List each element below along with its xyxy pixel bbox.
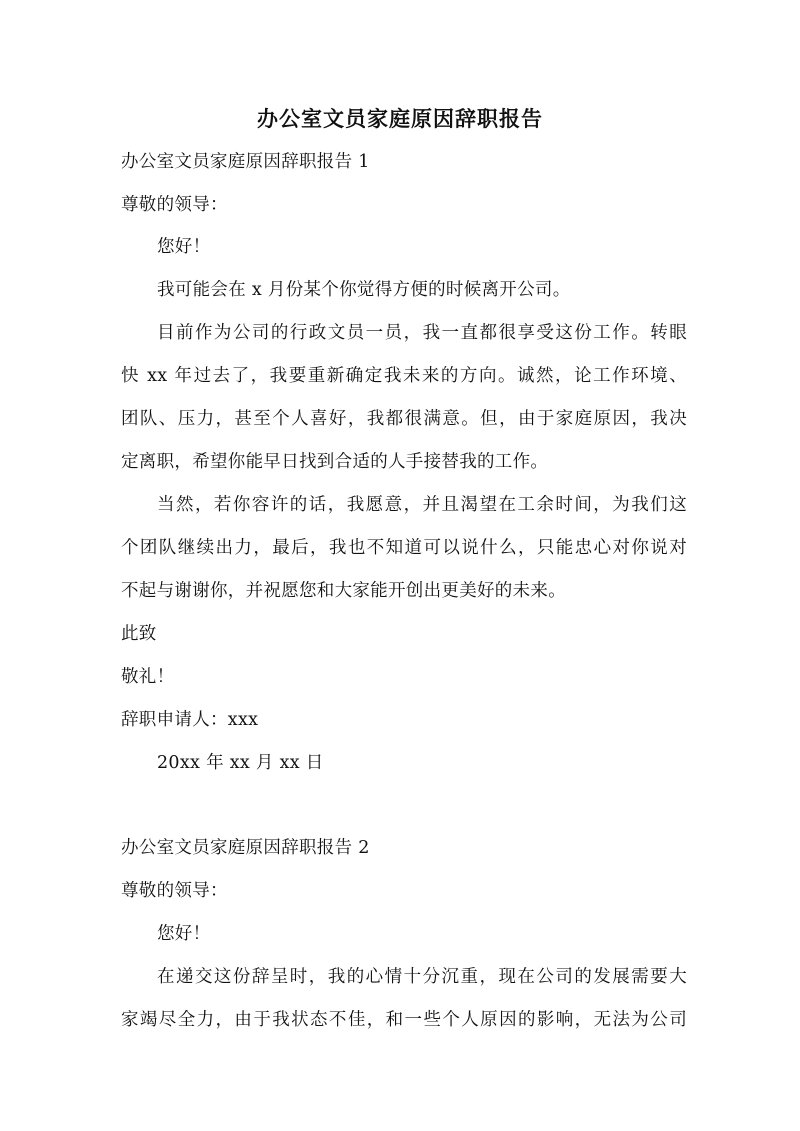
report1-paragraph1: 我可能会在 x 月份某个你觉得方便的时候离开公司。	[157, 280, 571, 300]
report2-heading: 办公室文员家庭原因辞职报告 2	[121, 838, 370, 858]
report1-heading: 办公室文员家庭原因辞职报告 1	[121, 152, 370, 172]
report1-date: 20xx 年 xx 月 xx 日	[157, 753, 324, 773]
report2-paragraph1-line2: 家竭尽全力，由于我状态不佳，和一些个人原因的影响，无法为公司	[121, 1010, 687, 1030]
report2-paragraph1-line1: 在递交这份辞呈时，我的心情十分沉重，现在公司的发展需要大	[157, 967, 687, 987]
report1-closing2: 敬礼！	[121, 667, 175, 687]
report1-greeting: 您好！	[157, 237, 211, 257]
report1-paragraph2-line4: 定离职，希望你能早日找到合适的人手接替我的工作。	[121, 452, 549, 472]
report1-paragraph3-line2: 个团队继续出力，最后，我也不知道可以说什么，只能忠心对你说对	[121, 538, 687, 558]
report1-paragraph2-line2: 快 xx 年过去了，我要重新确定我未来的方向。诚然，论工作环境、	[121, 366, 687, 386]
report2-greeting: 您好！	[157, 924, 211, 944]
report1-paragraph3-line3: 不起与谢谢你，并祝愿您和大家能开创出更美好的未来。	[121, 581, 566, 601]
report2-salutation: 尊敬的领导：	[121, 881, 228, 901]
report1-salutation: 尊敬的领导：	[121, 195, 228, 215]
report1-paragraph2-line3: 团队、压力，甚至个人喜好，我都很满意。但，由于家庭原因，我决	[121, 409, 687, 429]
report1-signature: 辞职申请人：xxx	[121, 710, 259, 730]
report1-closing1: 此致	[121, 624, 157, 644]
report1-paragraph2-line1: 目前作为公司的行政文员一员，我一直都很享受这份工作。转眼	[157, 323, 687, 343]
document-title: 办公室文员家庭原因辞职报告	[257, 106, 543, 131]
report1-paragraph3-line1: 当然，若你容许的话，我愿意，并且渴望在工余时间，为我们这	[157, 495, 687, 515]
